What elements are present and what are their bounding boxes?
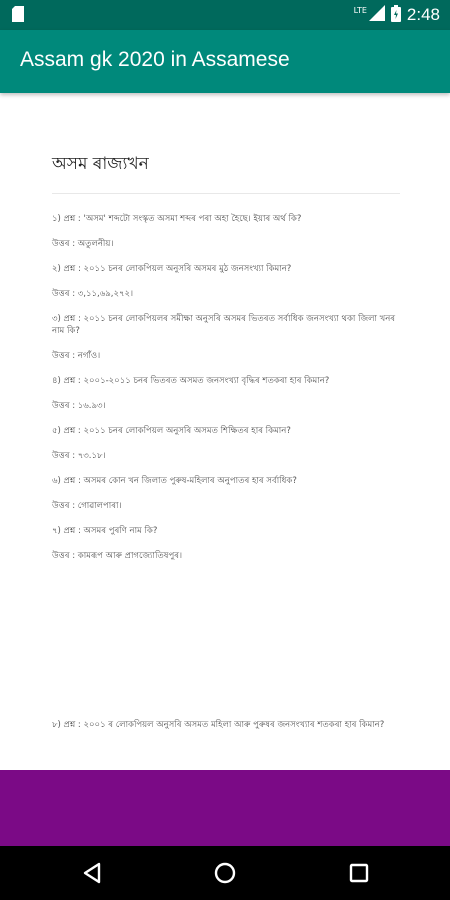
navigation-bar [0, 846, 450, 900]
qa-list [52, 213, 402, 575]
home-icon[interactable] [213, 861, 237, 885]
question-line: ৮) প্ৰশ্ন : ২০০১ ৰ লোকপিয়ল অনুসৰি অসমত মহিলা আৰু পুৰুষৰ জনসংখ্যাৰ শতকৰা হাৰ কিমান? [52, 720, 385, 730]
question-line: ১) প্ৰশ্ন : 'অসম' শব্দটো সংস্কৃত অসমা শব্দৰ পৰা অহা হৈছে। ইয়াৰ অৰ্থ কি? [52, 214, 302, 224]
article-title: অসম ৰাজ্যখন [52, 154, 149, 174]
question-line: ২) প্ৰশ্ন : ২০১১ চনৰ লোকপিয়ল অনুসৰি অসমৰ মুঠ জনসংখ্যা কিমান? [52, 264, 292, 274]
app-title: Assam gk 2020 in Assamese [20, 48, 290, 71]
back-icon[interactable] [80, 861, 104, 885]
app-bar [0, 30, 450, 93]
signal-icon [369, 5, 385, 25]
question-line: ৪) প্ৰশ্ন : ২০০১-২০১১ চনৰ ভিতৰত অসমত জনসংখ্যা বৃদ্ধিৰ শতকৰা হাৰ কিমান? [52, 376, 330, 386]
battery-icon [391, 5, 401, 26]
question-line: ৫) প্ৰশ্ন : ২০১১ চনৰ লোকপিয়ল অনুসৰি অসমত শিক্ষিতৰ হাৰ কিমান? [52, 426, 291, 436]
recents-icon[interactable] [347, 861, 371, 885]
answer-line: উত্তৰ : নগাঁও। [52, 351, 101, 361]
status-time: 2:48 [406, 5, 440, 24]
sd-card-icon [12, 6, 24, 22]
article-content[interactable] [0, 93, 450, 770]
network-type-label: LTE [353, 5, 367, 15]
ad-banner[interactable] [0, 770, 450, 846]
title-divider [52, 193, 400, 194]
answer-line: উত্তৰ : কামৰূপ আৰু প্ৰাগজ্যোতিষপুৰ। [52, 551, 183, 561]
question-line: ৬) প্ৰশ্ন : অসমৰ কোন খন জিলাত পুৰুষ-মহিলাৰ অনুপাতৰ হাৰ সৰ্বাধিক? [52, 476, 297, 486]
answer-line: উত্তৰ : গোৱালপাৰা। [52, 501, 122, 511]
answer-line: উত্তৰ : ১৬.৯৩। [52, 401, 106, 411]
status-bar [0, 0, 450, 30]
answer-line: উত্তৰ : ৩,১১,৬৯,২৭২। [52, 289, 134, 299]
answer-line: উত্তৰ : অতুলনীয়। [52, 239, 114, 249]
answer-line: উত্তৰ : ৭৩.১৮। [52, 451, 106, 461]
question-line: ৭) প্ৰশ্ন : অসমৰ পুৰণি নাম কি? [52, 526, 158, 536]
bottom-question [52, 719, 402, 745]
question-line: ৩) প্ৰশ্ন : ২০১১ চনৰ লোকপিয়লৰ সমীক্ষা অনুসৰি অসমৰ ভিতৰত সৰ্বাধিক জনসংখ্যা থকা জিলা খনৰ নাম কি? [52, 314, 396, 336]
